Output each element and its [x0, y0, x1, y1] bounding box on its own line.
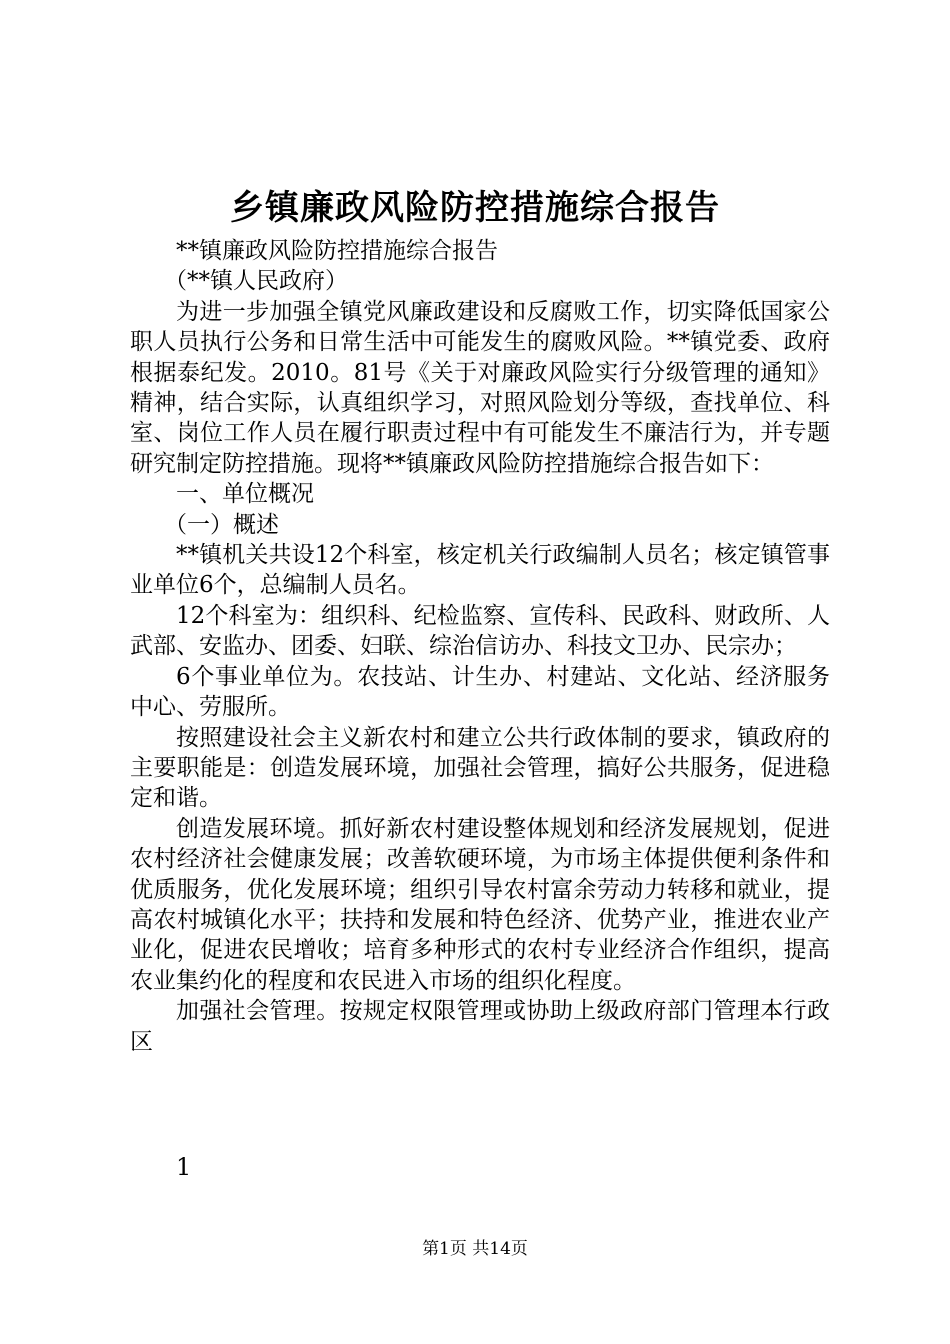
document-title: 乡镇廉政风险防控措施综合报告	[230, 188, 720, 228]
paragraph-intro: 为进一步加强全镇党风廉政建设和反腐败工作，切实降低国家公职人员执行公务和日常生活中可能发生的腐败风险。**镇党委、政府根据泰纪发。2010。81号《关于对廉政风险实行分级管理的通知》精神，结合实际，认真组织学习，对照风险划分等级，查找单位、科室、岗位工作人员在履行职责过程中有可能发生不廉洁行为，并专题研究制定防控措施。现将**镇廉政风险防控措施综合报告如下：	[130, 298, 830, 477]
report-issuer: （**镇人民政府）	[164, 268, 348, 295]
page-footer: 第1页 共14页	[422, 1239, 528, 1259]
paragraph-development: 创造发展环境。抓好新农村建设整体规划和经济发展规划，促进农村经济社会健康发展；改善软硬环境，为市场主体提供便利条件和优质服务，优化发展环境；组织引导农村富余劳动力转移和就业，提高农村城镇化水平；扶持和发展和特色经济、优势产业，推进农业产业化，促进农民增收；培育多种形式的农村专业经济合作组织，提高农业集约化的程度和农民进入市场的组织化程度。	[130, 815, 830, 994]
subsection-heading-1: （一）概述	[164, 511, 279, 538]
report-subtitle: **镇廉政风险防控措施综合报告	[176, 238, 498, 264]
paragraph-overview: **镇机关共设12个科室，核定机关行政编制人员名；核定镇管事业单位6个，总编制人员名。	[130, 542, 830, 599]
inline-page-number: 1	[176, 1153, 192, 1181]
paragraph-management: 加强社会管理。按规定权限管理或协助上级政府部门管理本行政区	[130, 998, 830, 1055]
paragraph-functions: 按照建设社会主义新农村和建立公共行政体制的要求，镇政府的主要职能是：创造发展环境，加强社会管理，搞好公共服务，促进稳定和谐。	[130, 724, 830, 812]
paragraph-institutions: 6个事业单位为。农技站、计生办、村建站、文化站、经济服务中心、劳服所。	[130, 663, 830, 721]
paragraph-departments: 12个科室为：组织科、纪检监察、宣传科、民政科、财政所、人武部、安监办、团委、妇联、综治信访办、科技文卫办、民宗办；	[130, 602, 830, 660]
document-body	[130, 236, 830, 1057]
section-heading-1: 一、单位概况	[176, 481, 314, 508]
